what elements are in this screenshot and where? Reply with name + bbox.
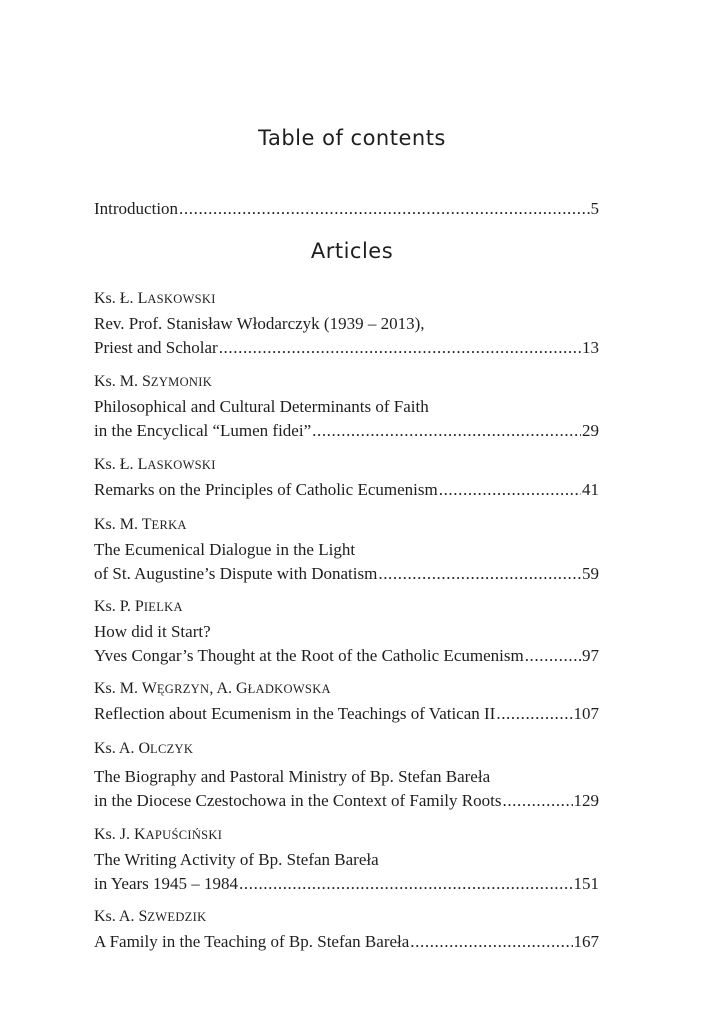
toc-entry: [94, 370, 599, 443]
toc-entry-author: Ks. P. PIELKA: [94, 598, 183, 615]
toc-entry-title-line: Rev. Prof. Stanisław Włodarczyk (1939 – 2013),: [94, 314, 425, 333]
toc-entry-author: Ks. A. OLCZYK: [94, 740, 194, 757]
toc-entry-title-line: Remarks on the Principles of Catholic Ecumenism: [94, 480, 438, 499]
toc-entry-author: Ks. Ł. LASKOWSKI: [94, 290, 216, 307]
toc-entry: [94, 737, 599, 813]
toc-page-number: 107: [573, 704, 599, 723]
toc-entry-title-line: The Ecumenical Dialogue in the Light: [94, 540, 356, 559]
toc-entry-title-line: in the Encyclical “Lumen fidei”: [94, 421, 312, 440]
toc-page-number: 151: [573, 874, 599, 893]
toc-page-number: 5: [590, 199, 599, 218]
toc-entry-title-line: in the Diocese Czestochowa in the Context of Family Roots: [94, 791, 502, 810]
dot-leader: [239, 872, 572, 896]
toc-page-number: 59: [582, 564, 599, 583]
section-heading-articles: Articles: [310, 239, 394, 263]
toc-leader-line: [94, 197, 599, 221]
toc-page-number: 13: [582, 338, 599, 357]
toc-entry: [94, 823, 599, 896]
toc-leader-line: [94, 336, 599, 360]
toc-entry: [94, 677, 599, 726]
toc-entry-introduction: [94, 197, 599, 221]
page-title: Table of contents: [258, 126, 446, 150]
toc-leader-line: [94, 789, 599, 813]
toc-entry: [94, 287, 599, 360]
toc-entry-title-line: The Writing Activity of Bp. Stefan Bareła: [94, 850, 379, 869]
toc-entry: [94, 595, 599, 668]
toc-leader-line: [94, 644, 599, 668]
toc-page-number: 41: [582, 480, 599, 499]
toc-leader-line: [94, 562, 599, 586]
toc-entry-title-line: Priest and Scholar: [94, 338, 218, 357]
toc-leader-line: [94, 930, 599, 954]
toc-entry-title-line: Yves Congar’s Thought at the Root of the Catholic Ecumenism: [94, 646, 524, 665]
toc-page-number: 97: [582, 646, 599, 665]
toc-entry: [94, 905, 599, 954]
toc-entry-author: Ks. M. WĘGRZYN, A. GŁADKOWSKA: [94, 680, 331, 697]
toc-leader-line: [94, 872, 599, 896]
dot-leader: [179, 197, 589, 221]
toc-entry-title-line: The Biography and Pastoral Ministry of Bp. Stefan Bareła: [94, 767, 491, 786]
dot-leader: [410, 930, 572, 954]
toc-entry: [94, 513, 599, 586]
dot-leader: [525, 644, 581, 668]
toc-entry-title-line: A Family in the Teaching of Bp. Stefan Bareła: [94, 932, 410, 951]
toc-entry-title-line: How did it Start?: [94, 622, 211, 641]
toc-entry-author: Ks. J. KAPUŚCIŃSKI: [94, 826, 223, 843]
toc-leader-line: [94, 419, 599, 443]
dot-leader: [378, 562, 581, 586]
toc-entry: [94, 453, 599, 502]
toc-entry-title: Introduction: [94, 199, 179, 218]
dot-leader: [312, 419, 581, 443]
toc-entry-title-line: of St. Augustine’s Dispute with Donatism: [94, 564, 378, 583]
dot-leader: [496, 702, 572, 726]
toc-entry-author: Ks. M. TERKA: [94, 516, 187, 533]
toc-page-number: 167: [573, 932, 599, 951]
toc-leader-line: [94, 478, 599, 502]
dot-leader: [502, 789, 572, 813]
dot-leader: [439, 478, 581, 502]
toc-page-number: 29: [582, 421, 599, 440]
dot-leader: [219, 336, 581, 360]
toc-entry-title-line: in Years 1945 – 1984: [94, 874, 239, 893]
toc-entry-author: Ks. Ł. LASKOWSKI: [94, 456, 216, 473]
toc-entry-author: Ks. M. SZYMONIK: [94, 373, 213, 390]
toc-page-number: 129: [573, 791, 599, 810]
toc-entry-author: Ks. A. SZWEDZIK: [94, 908, 207, 925]
toc-leader-line: [94, 702, 599, 726]
toc-entry-title-line: Reflection about Ecumenism in the Teachings of Vatican II: [94, 704, 496, 723]
toc-entry-title-line: Philosophical and Cultural Determinants of Faith: [94, 397, 429, 416]
